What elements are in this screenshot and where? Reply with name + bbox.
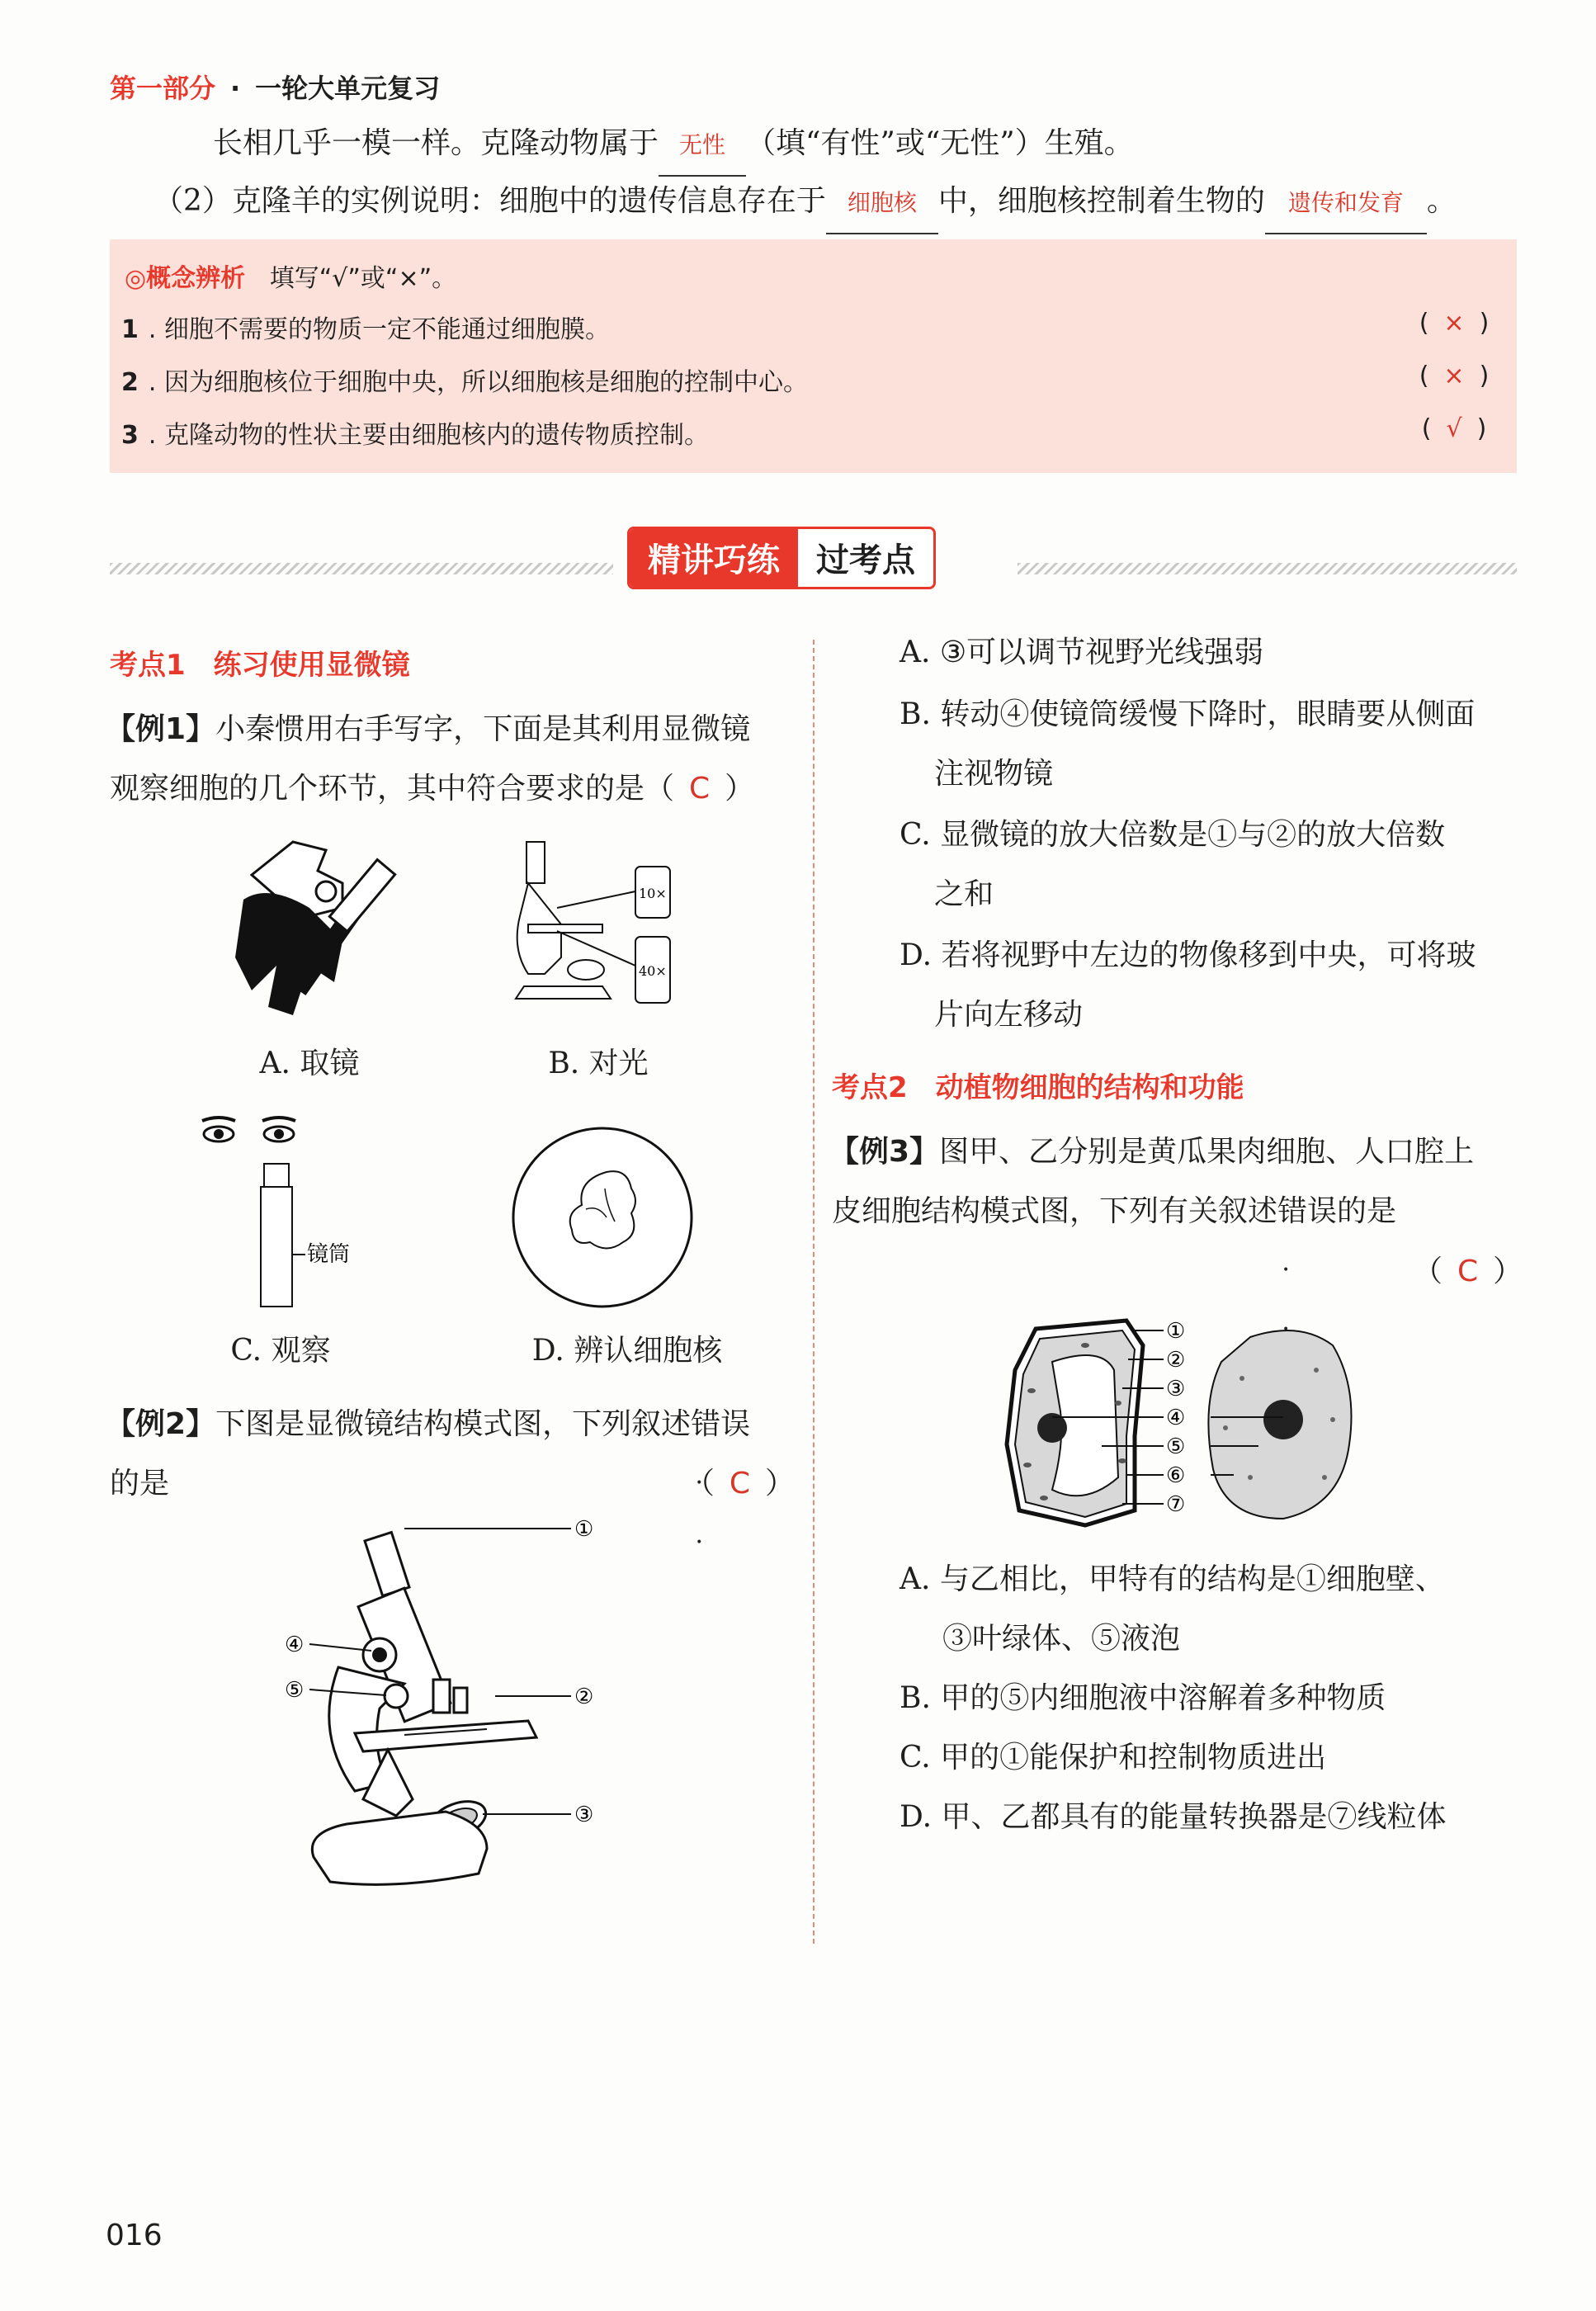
cell-label-7: ⑦ — [1166, 1492, 1186, 1517]
concept-box — [110, 239, 1517, 473]
cell-label-6: ⑥ — [1166, 1463, 1186, 1488]
item-text: 克隆动物的性状主要由细胞核内的遗传物质控制。 — [163, 421, 709, 450]
handwritten-answer: 无性 — [679, 131, 726, 158]
concept-heading: ◎概念辨析 — [125, 264, 246, 293]
answer-bracket — [685, 1454, 795, 1514]
example-text: 皮细胞结构模式图，下列有关叙述 — [832, 1194, 1278, 1228]
banner-right: 过考点 — [816, 541, 915, 579]
item-number: 2 — [121, 368, 139, 397]
figure-b-light-alignment — [512, 834, 693, 1023]
bracket: ） — [725, 772, 755, 806]
cell-label-3: ③ — [1166, 1377, 1186, 1401]
kaodian-label: 考点1 — [110, 649, 186, 682]
answer-letter: C — [689, 772, 711, 806]
answer-blank — [826, 172, 938, 234]
kaodian-label: 考点2 — [832, 1071, 908, 1104]
item-text: 细胞不需要的物质一定不能通过细胞膜。 — [163, 315, 610, 344]
section-banner — [627, 527, 936, 589]
kaodian-2-heading — [832, 1065, 1244, 1105]
objective-label-40x: 40× — [639, 963, 667, 979]
mark-value: √ — [1446, 414, 1462, 443]
example-tag: 【例3】 — [829, 1135, 940, 1169]
handwritten-answer: 细胞核 — [847, 189, 917, 216]
example-tag: 【例2】 — [106, 1407, 216, 1441]
figure-c-observation — [198, 1114, 396, 1312]
ex2-option-c: C. 显微镜的放大倍数是①与②的放大倍数 — [900, 818, 1446, 852]
cell-label-2: ② — [1166, 1348, 1186, 1373]
item-number: 3 — [121, 421, 139, 450]
intro-text: （填“有性”或“无性”）生殖。 — [746, 126, 1134, 160]
intro-text: 长相几乎一模一样。克隆动物属于 — [213, 126, 659, 160]
bracket: ） — [764, 1467, 795, 1500]
ex2-option-a: A. ③可以调节视野光线强弱 — [900, 636, 1264, 669]
example-tag: 【例1】 — [106, 712, 216, 746]
label-5: ⑤ — [285, 1678, 305, 1703]
header-dot: · — [230, 73, 241, 104]
cell-label-1: ① — [1166, 1319, 1186, 1344]
kaodian-1-heading — [110, 642, 410, 683]
column-divider — [813, 640, 815, 1944]
item-mark: ( × ) — [1419, 362, 1490, 390]
mark-value: × — [1443, 362, 1465, 390]
example-text: 观察细胞的几个环节，其中符合要求的是（ — [110, 772, 675, 806]
bracket: ） — [1493, 1255, 1523, 1288]
intro-line-1 — [213, 114, 1134, 177]
ex3-option-a-cont: ③叶绿体、⑤液泡 — [942, 1622, 1181, 1656]
label-3: ③ — [574, 1803, 594, 1827]
intro-text: （2）克隆羊的实例说明：细胞中的遗传信息存在于 — [153, 184, 826, 218]
ex2-option-c-cont: 之和 — [934, 877, 994, 911]
ex3-option-c: C. 甲的①能保护和控制物质进出 — [900, 1741, 1327, 1775]
concept-title — [125, 258, 456, 294]
caption-b: B. 对光 — [548, 1047, 649, 1080]
page-number: 016 — [106, 2219, 163, 2252]
kaodian-title: 动植物细胞的结构和功能 — [935, 1071, 1244, 1104]
ex2-option-b: B. 转动④使镜筒缓慢下降时，眼睛要从侧面 — [900, 697, 1476, 731]
header-part: 第一部分 — [110, 73, 216, 104]
bracket: （ — [684, 1467, 715, 1500]
concept-item: 2 . 因为细胞核位于细胞中央，所以细胞核是细胞的控制中心。 ( × ) — [121, 362, 1508, 398]
emphasis-text: 错误 • • — [691, 1407, 750, 1441]
kaodian-title: 练习使用显微镜 — [213, 649, 410, 682]
header-title: 一轮大单元复习 — [255, 73, 441, 104]
caption-c: C. 观察 — [230, 1334, 331, 1368]
answer-blank — [1265, 172, 1427, 234]
example-text: 小秦惯用右手写字，下面是其利用显微镜 — [215, 712, 751, 746]
example-3-answer — [1413, 1242, 1523, 1302]
example-text: 的是 — [110, 1467, 170, 1500]
ex3-option-a: A. 与乙相比，甲特有的结构是①细胞壁、 — [900, 1562, 1445, 1596]
item-number: 1 — [121, 315, 139, 344]
concept-item: 3 . 克隆动物的性状主要由细胞核内的遗传物质控制。 ( √ ) — [121, 414, 1508, 451]
page-header — [110, 68, 440, 106]
cell-label-4: ④ — [1166, 1406, 1186, 1430]
concept-item: 1 . 细胞不需要的物质一定不能通过细胞膜。 ( × ) — [121, 309, 1508, 345]
figure-a-taking-microscope — [219, 825, 408, 1023]
concept-instruction: 填写“√”或“×”。 — [269, 264, 457, 293]
example-2-line-2 — [110, 1454, 795, 1514]
ex2-option-d: D. 若将视野中左边的物像移到中央，可将玻 — [900, 938, 1476, 972]
mark-value: × — [1443, 309, 1465, 338]
caption-a: A. 取镜 — [259, 1047, 360, 1080]
intro-text: 。 — [1426, 184, 1457, 218]
intro-text: 中，细胞核控制着生物的 — [937, 184, 1265, 218]
cell-diagrams — [1003, 1312, 1374, 1535]
example-text: 图甲、乙分别是黄瓜果肉细胞、人口腔上 — [939, 1135, 1475, 1169]
banner-left: 精讲巧练 — [630, 529, 798, 587]
answer-letter: C — [1457, 1255, 1479, 1288]
answer-letter: C — [729, 1467, 750, 1500]
example-3-line-2 — [832, 1182, 1396, 1241]
caption-d: D. 辨认细胞核 — [531, 1334, 723, 1368]
example-text: 的是 — [1337, 1194, 1397, 1228]
bracket: （ — [1413, 1255, 1443, 1288]
figure-d-field-of-view — [508, 1122, 697, 1312]
cell-label-5: ⑤ — [1166, 1434, 1186, 1459]
answer-blank — [659, 114, 746, 177]
example-1-line-1 — [106, 700, 750, 759]
label-1: ① — [574, 1519, 594, 1542]
example-text: 下图是显微镜结构模式图，下列叙述 — [215, 1407, 692, 1441]
label-2: ② — [574, 1685, 594, 1709]
example-2-line-1 — [106, 1395, 750, 1454]
intro-line-2 — [153, 172, 1457, 234]
ex2-option-d-cont: 片向左移动 — [934, 998, 1084, 1032]
ex3-option-d: D. 甲、乙都具有的能量转换器是⑦线粒体 — [900, 1800, 1447, 1834]
ex3-option-b: B. 甲的⑤内细胞液中溶解着多种物质 — [900, 1681, 1386, 1715]
item-text: 因为细胞核位于细胞中央，所以细胞核是细胞的控制中心。 — [163, 368, 808, 397]
handwritten-answer: 遗传和发育 — [1287, 189, 1404, 216]
ex2-option-b-cont: 注视物镜 — [934, 757, 1054, 791]
label-4: ④ — [285, 1633, 305, 1657]
objective-label-10x: 10× — [639, 886, 667, 901]
example-1-line-2 — [110, 759, 754, 819]
item-mark: ( √ ) — [1421, 414, 1487, 443]
microscope-diagram — [281, 1519, 627, 1915]
tube-label: 镜筒 — [307, 1242, 351, 1267]
emphasis-text: 错误 • • — [1277, 1194, 1337, 1228]
example-3-line-1 — [829, 1122, 1474, 1182]
item-mark: ( × ) — [1419, 309, 1490, 338]
